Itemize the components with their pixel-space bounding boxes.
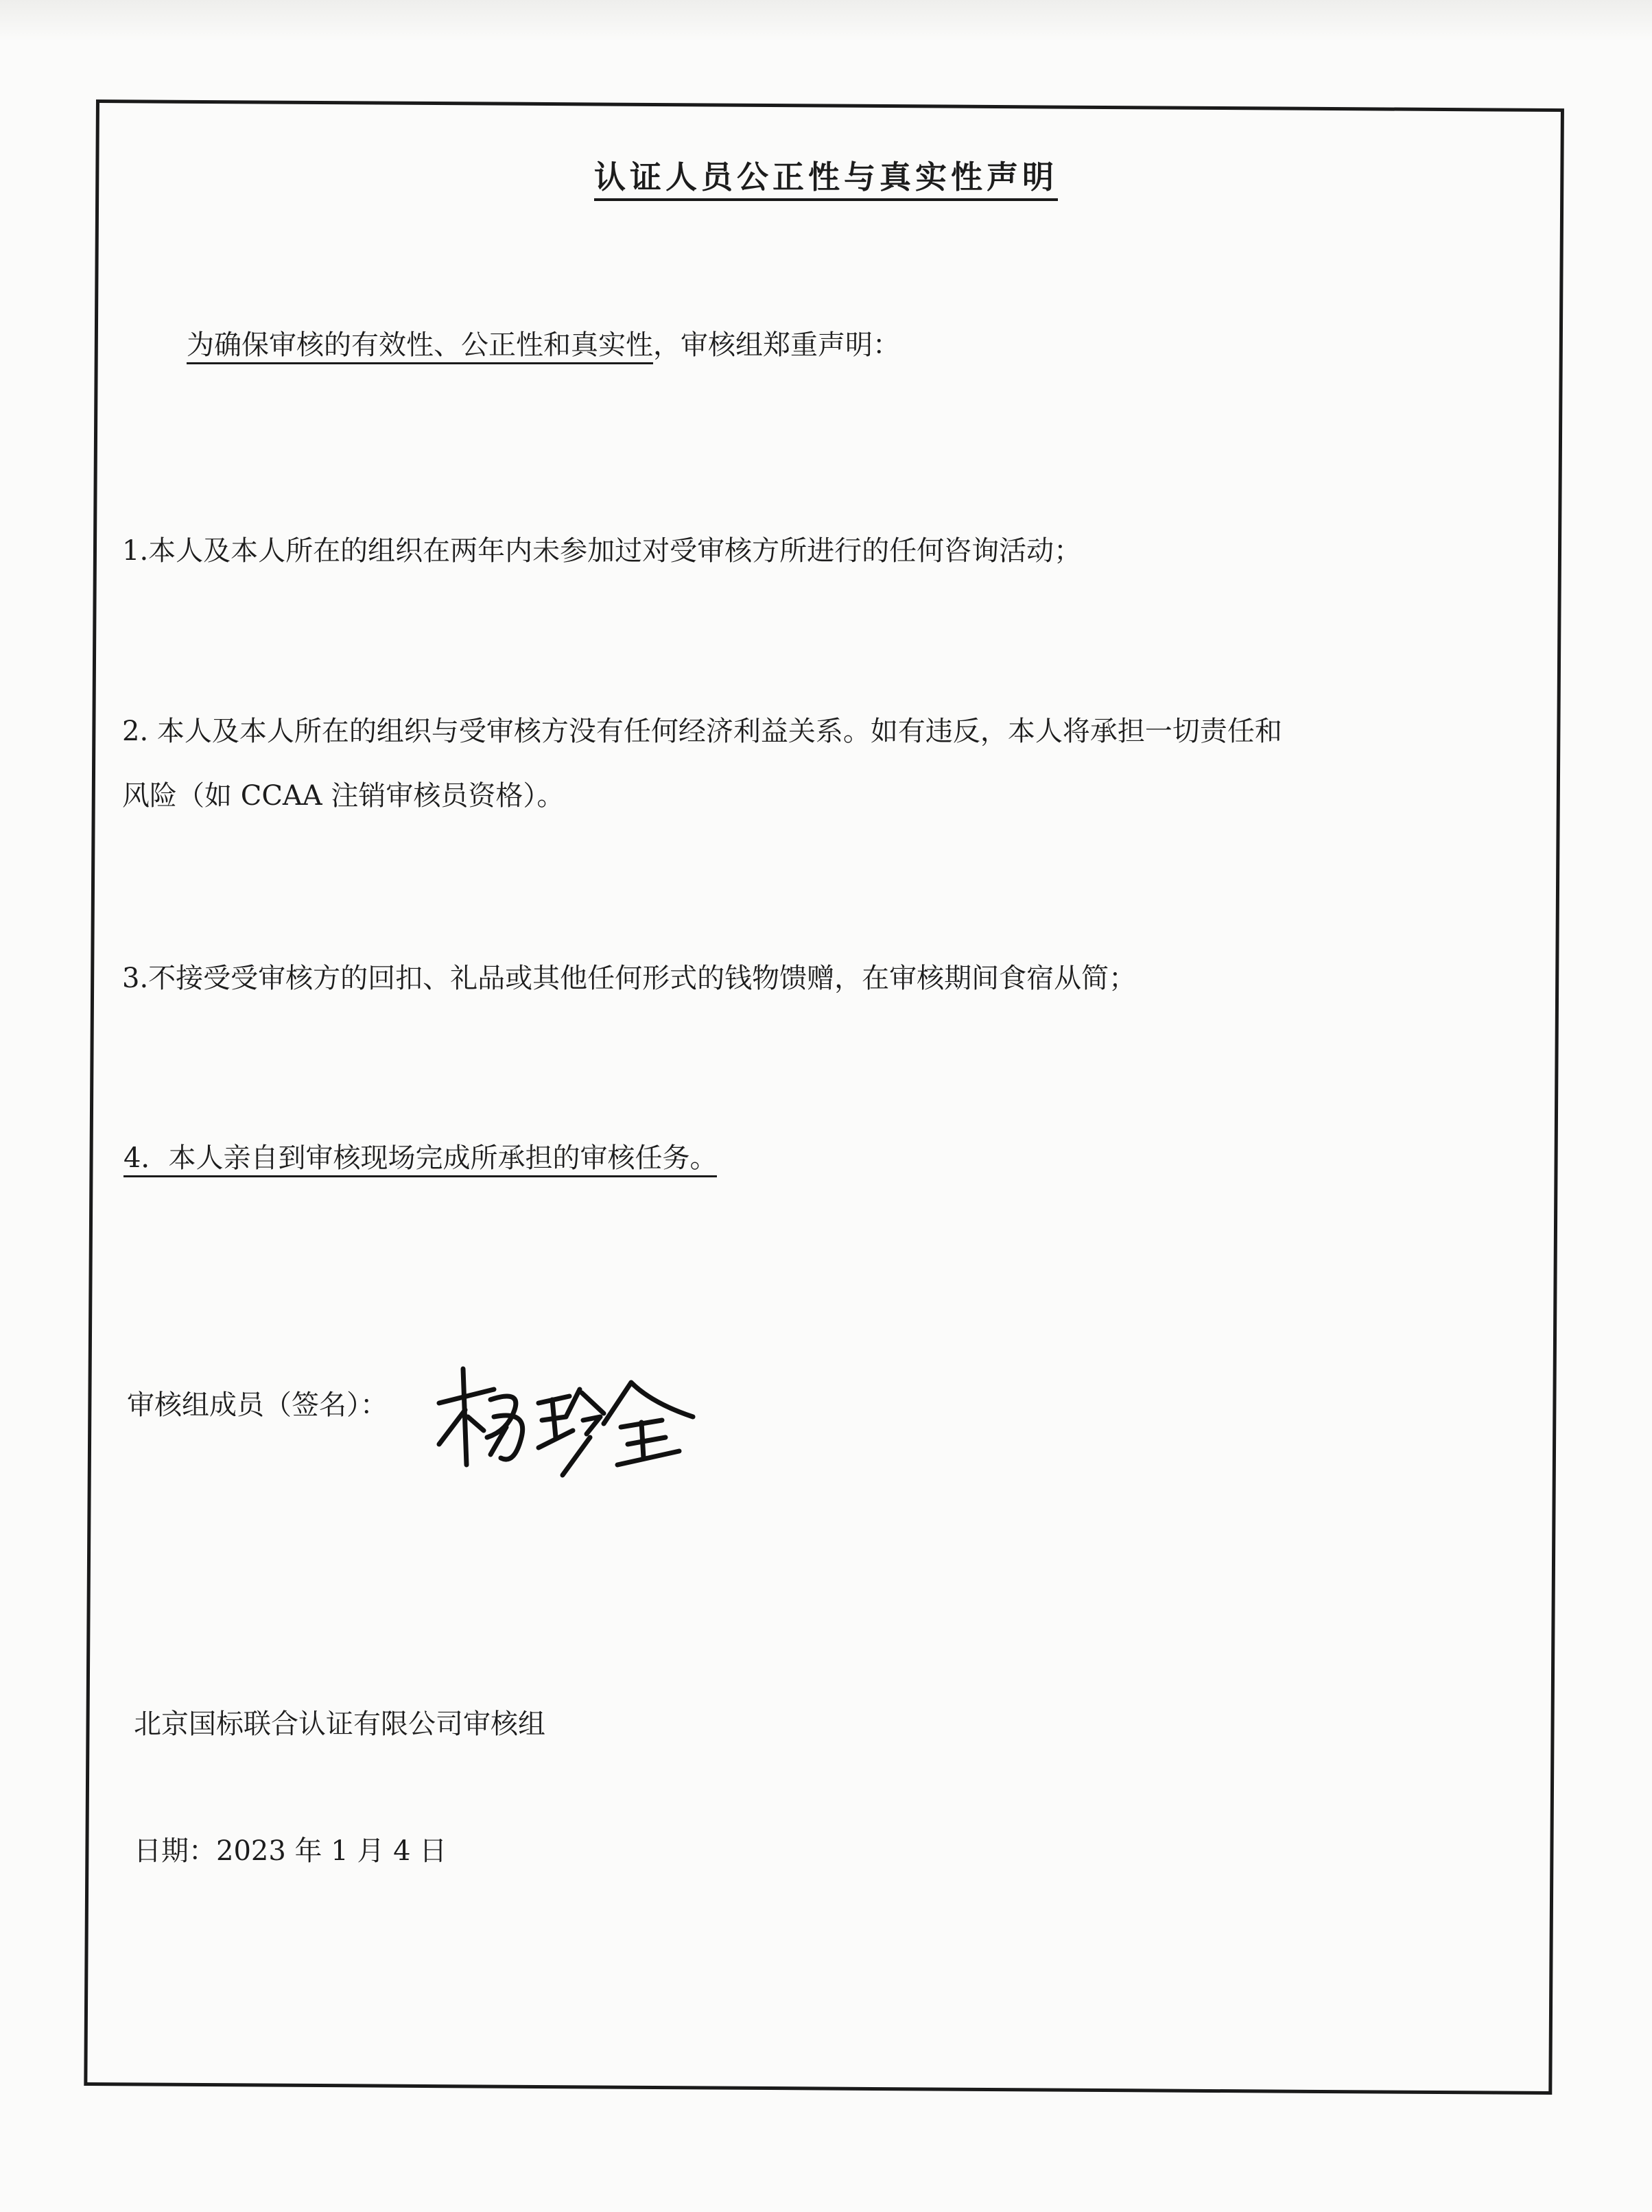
- title-text: 认证人员公正性与真实性声明: [594, 158, 1058, 201]
- document-border: [84, 99, 1564, 2095]
- scan-top-edge: [0, 0, 1652, 41]
- declaration-item-4: [123, 1132, 717, 1184]
- intro-underlined-text: 为确保审核的有效性、公正性和真实性: [187, 329, 653, 364]
- declaration-item-3: 3.不接受受审核方的回扣、礼品或其他任何形式的钱物馈赠，在审核期间食宿从简；: [122, 963, 1137, 994]
- intro-statement: [187, 319, 900, 371]
- declaration-item-4-text: 4．本人亲自到审核现场完成所承担的审核任务。: [123, 1142, 717, 1177]
- declaration-item-1: 1.本人及本人所在的组织在两年内未参加过对受审核方所进行的任何咨询活动；: [122, 535, 1082, 567]
- declaration-item-2-line-2: 风险（如 CCAA 注销审核员资格）。: [122, 780, 565, 812]
- handwritten-signature: [425, 1362, 700, 1485]
- declaration-date: 日期：2023 年 1 月 4 日: [134, 1835, 447, 1867]
- intro-rest-text: ，审核组郑重声明：: [653, 329, 900, 361]
- signature-label: 审核组成员（签名）：: [127, 1389, 388, 1421]
- declaration-item-2-line-1: 2. 本人及本人所在的组织与受审核方没有任何经济利益关系。如有违反，本人将承担一切责任和: [122, 716, 1282, 747]
- organization-name: 北京国标联合认证有限公司审核组: [134, 1708, 545, 1740]
- document-title: [0, 152, 1652, 198]
